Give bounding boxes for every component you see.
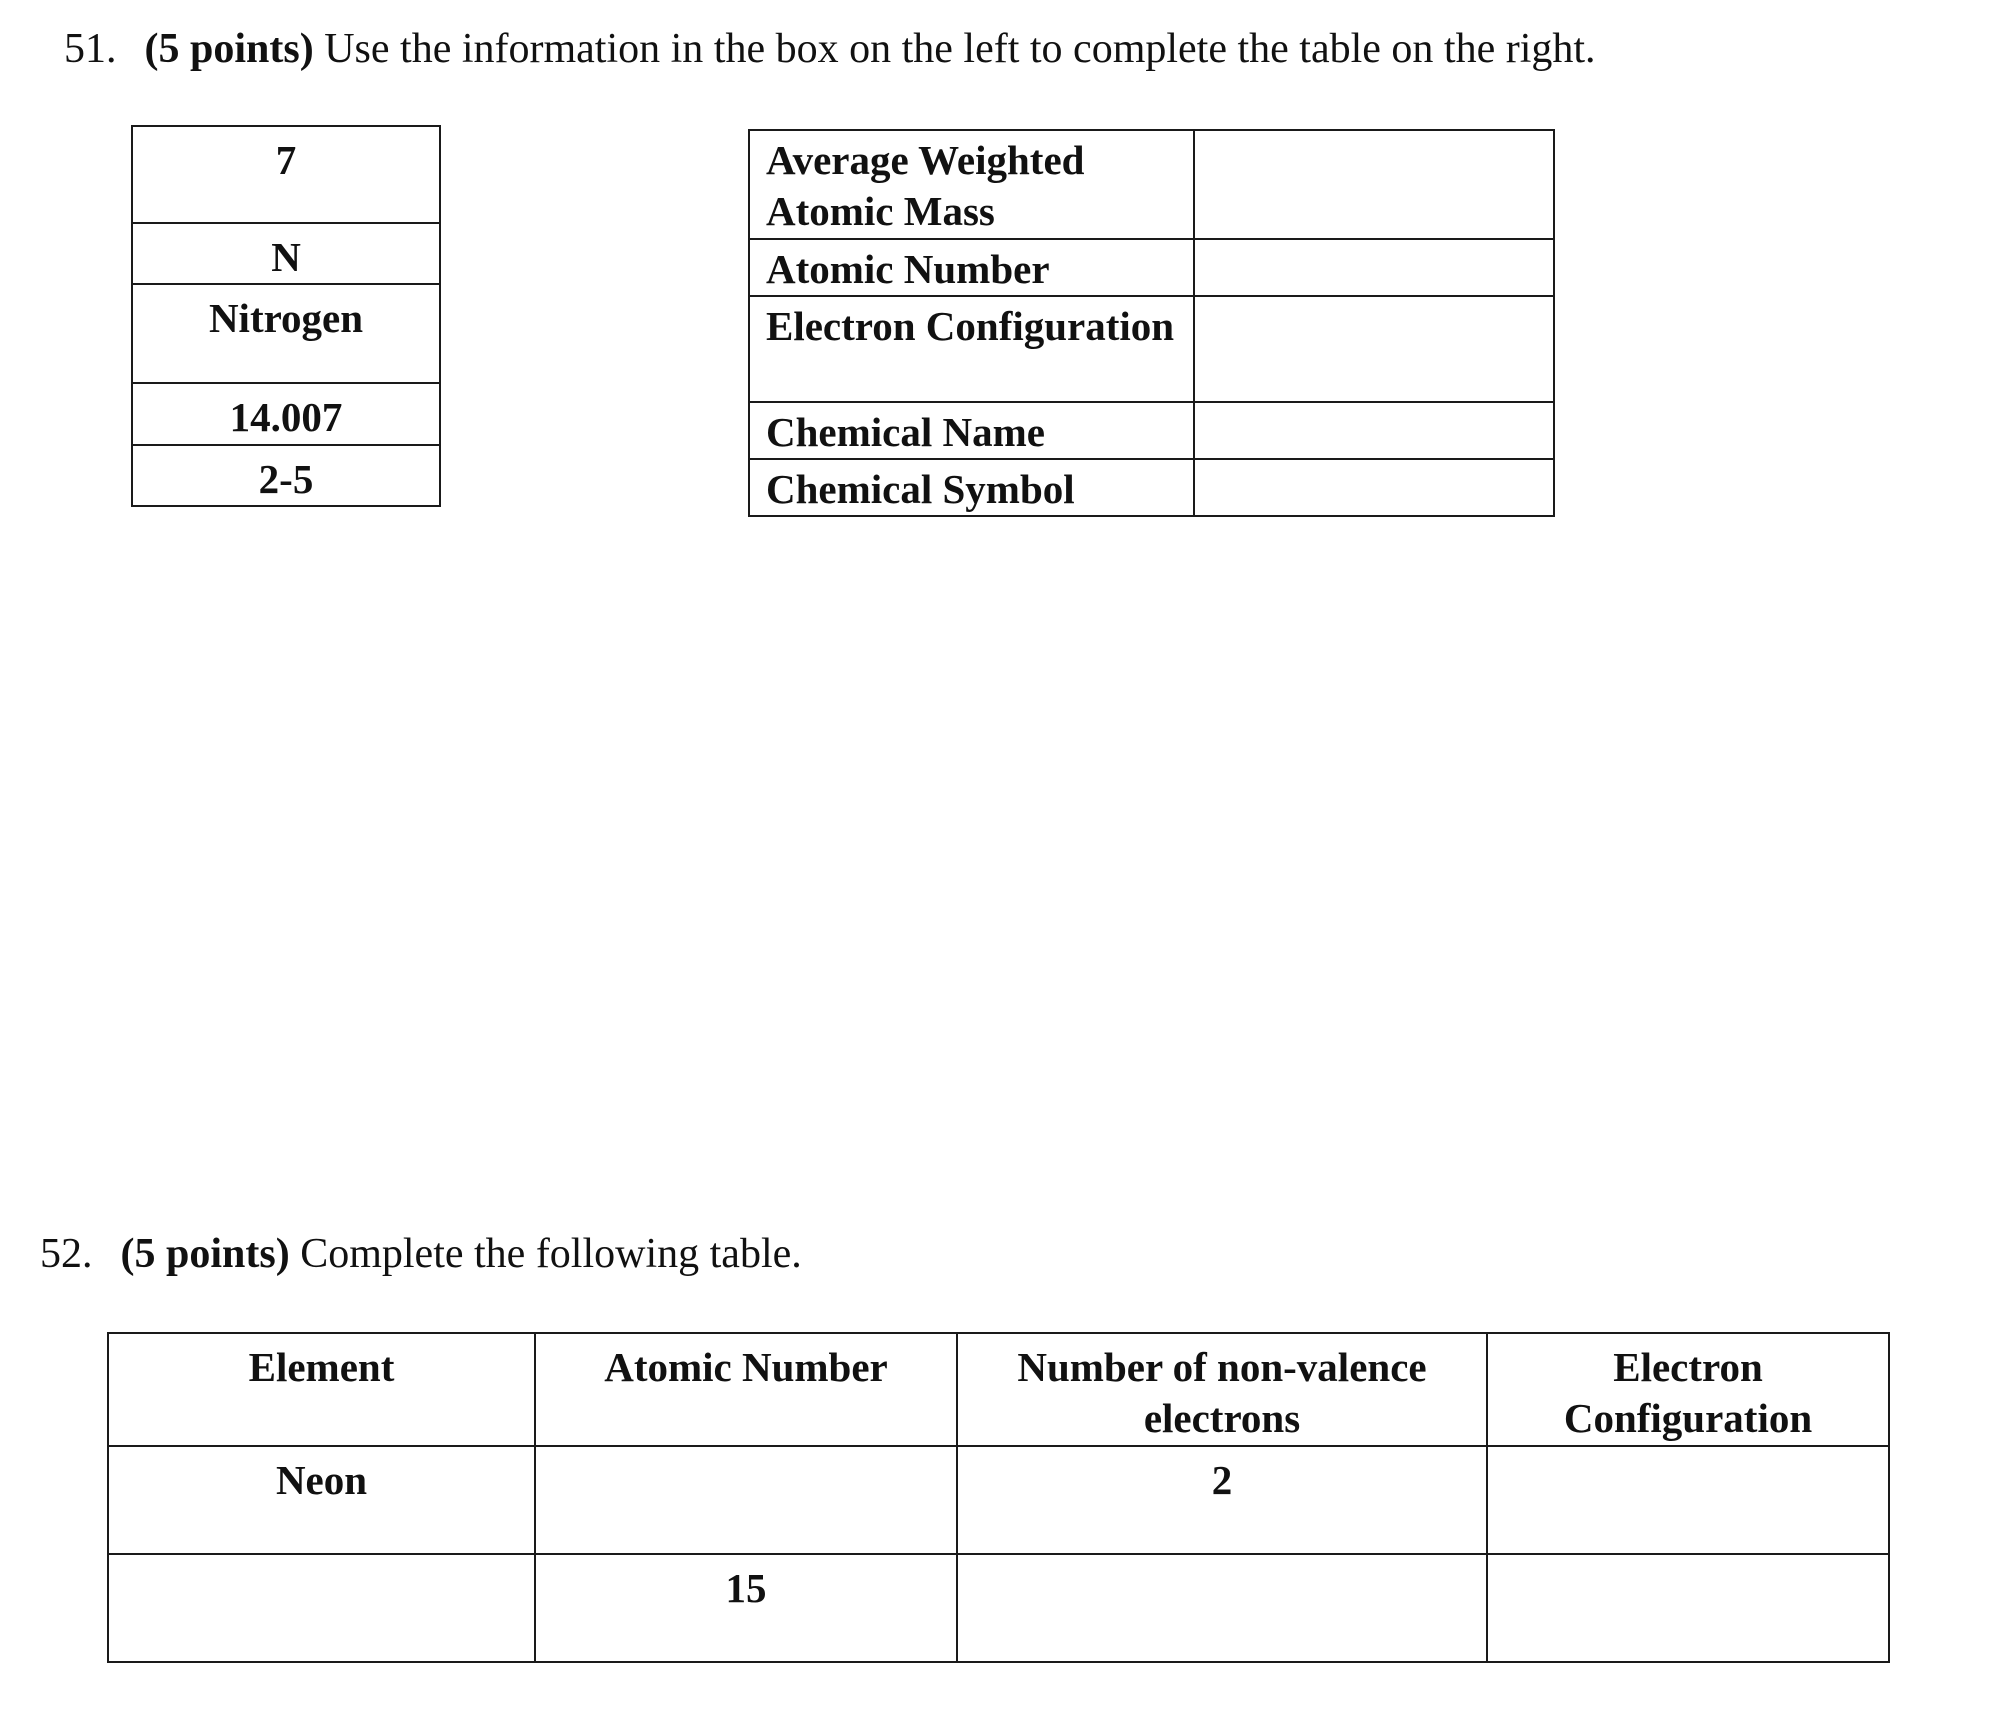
question-prompt: Complete the following table.: [300, 1231, 802, 1277]
column-header-atomic-number: Atomic Number: [535, 1333, 957, 1446]
question-number: 51.: [64, 26, 117, 72]
element-symbol: N: [132, 223, 440, 284]
points-label: (5 points): [144, 26, 314, 72]
row-label: Electron Configuration: [749, 296, 1194, 402]
cell-electron-configuration[interactable]: [1487, 1554, 1889, 1662]
element-atomic-mass: 14.007: [132, 383, 440, 444]
answer-cell[interactable]: [1194, 459, 1554, 516]
cell-non-valence-electrons: 2: [957, 1446, 1487, 1554]
answer-table: [748, 129, 1555, 517]
answer-cell[interactable]: [1194, 130, 1554, 239]
answer-cell[interactable]: [1194, 296, 1554, 402]
cell-electron-configuration[interactable]: [1487, 1446, 1889, 1554]
row-label: Average Weighted Atomic Mass: [749, 130, 1194, 239]
question-number: 52.: [40, 1231, 93, 1277]
row-label: Chemical Symbol: [749, 459, 1194, 516]
row-label: Atomic Number: [749, 239, 1194, 296]
points-label: (5 points): [120, 1231, 290, 1277]
cell-element: Neon: [108, 1446, 535, 1554]
element-atomic-number: 7: [132, 126, 440, 223]
question-prompt: Use the information in the box on the left to complete the table on the right.: [324, 26, 1596, 72]
answer-cell[interactable]: [1194, 239, 1554, 296]
cell-atomic-number[interactable]: [535, 1446, 957, 1554]
complete-table: [107, 1332, 1890, 1663]
table-row: [108, 1446, 1889, 1554]
element-name: Nitrogen: [132, 284, 440, 383]
element-electron-configuration: 2-5: [132, 445, 440, 506]
column-header-non-valence-electrons: Number of non-valence electrons: [957, 1333, 1487, 1446]
cell-non-valence-electrons[interactable]: [957, 1554, 1487, 1662]
question-51-heading: [64, 28, 1596, 70]
cell-atomic-number: 15: [535, 1554, 957, 1662]
column-header-electron-configuration: Electron Configuration: [1487, 1333, 1889, 1446]
row-label: Chemical Name: [749, 402, 1194, 459]
question-52-heading: [40, 1233, 802, 1275]
element-info-box: [131, 125, 441, 507]
table-row: [108, 1554, 1889, 1662]
column-header-element: Element: [108, 1333, 535, 1446]
cell-element[interactable]: [108, 1554, 535, 1662]
answer-cell[interactable]: [1194, 402, 1554, 459]
